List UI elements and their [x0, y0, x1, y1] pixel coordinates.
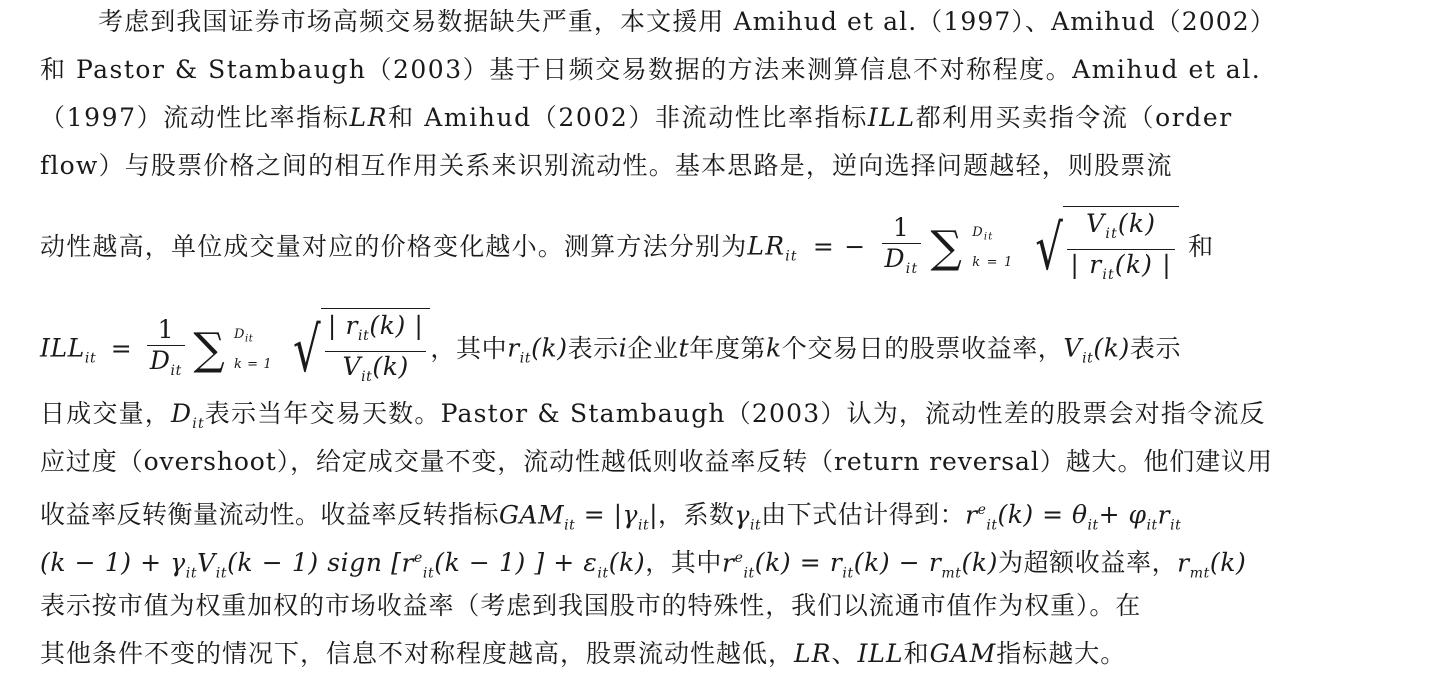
- subscript-it: it: [785, 248, 798, 265]
- radicand: [1063, 206, 1179, 290]
- text-line-9: 收益率反转衡量流动性。收益率反转指标$GAM_{it} = |\gamma_{it}|$，系数$\gamma_{it}$由下式估计得到：$r^e_{it}(k) = \theta_{it}+ \varphi_{it}r_{it}$: [40, 500, 1182, 534]
- radical-sign: √: [292, 313, 321, 386]
- text-segment: 都利用买卖指令流（order: [915, 103, 1233, 132]
- equals-minus: = −: [812, 231, 867, 261]
- ill-symbol: ILL: [867, 103, 916, 132]
- denominator-d: $D_{it}$: [884, 243, 919, 277]
- text-line-2: [0, 50, 1452, 90]
- equals-sign: =: [110, 333, 133, 363]
- text-line-3: [0, 98, 1452, 138]
- text-line-6: $ILL_{it}$ = $\frac{1}{D_{it}}$ ∑ $D_{it}$ k = 1 √ $\frac{| r_{it}(k) |}{V_{it}(k)}$ ，其中$r_{it}(k)$表示i企业t年度第k个交易日的股票收益率，$V_{it}(k)$表示: [0, 308, 1452, 380]
- text-segment: 和 Amihud（2002）非流动性比率指标: [388, 103, 868, 132]
- denominator-abs-r: | $r_{it}(k)$ |: [1070, 250, 1172, 283]
- text-line-1: [0, 2, 1452, 42]
- numerator-one: 1: [882, 213, 922, 244]
- numerator-v: $V_{it}(k)$: [1067, 209, 1175, 250]
- fraction-v-over-r: [1067, 209, 1175, 290]
- text-segment: 动性越高，单位成交量对应的价格变化越小。测算方法分别为: [40, 231, 748, 261]
- ill-symbol: ILL: [40, 333, 85, 363]
- fraction-one-over-d: $\frac{1}{D_{it}}$: [147, 315, 185, 386]
- text-segment: 和: [1188, 231, 1215, 261]
- text-line-10: $(k - 1) + \gamma_{it}V_{it}(k - 1)$ sign [$r^e_{it}(k - 1)$ ] + $\varepsilon_{it}(k)$，其中$r^e_{it}(k) = r_{it}(k) - r_{mt}(k)$为超额收益率，$r_{mt}(k)$: [40, 548, 1247, 582]
- radical-sign: √: [1034, 211, 1064, 284]
- summation-sign: ∑: [930, 222, 964, 273]
- square-root: [1023, 206, 1179, 290]
- summation-limits: $D_{it}$ k = 1: [233, 326, 273, 373]
- text-segment: flow）与股票价格之间的相互作用关系来识别流动性。基本思路是，逆向选择问题越轻，则股票流: [40, 151, 1173, 180]
- summation-sign: ∑: [193, 324, 226, 375]
- text-line-7: 日成交量，$D_{it}$表示当年交易天数。Pastor & Stambaugh（2003）认为，流动性差的股票会对指令流反: [40, 399, 1266, 432]
- text-segment: 考虑到我国证券市场高频交易数据缺失严重，本文援用 Amihud et al.（1997）、Amihud（2002）: [98, 7, 1276, 36]
- fraction-r-over-v: $\frac{| r_{it}(k) |}{V_{it}(k)}$: [325, 311, 427, 392]
- summation-limits: $D_{it}$ k = 1: [972, 224, 1014, 271]
- text-line-11: 表示按市值为权重加权的市场收益率（考虑到我国股市的特殊性，我们以流通市值作为权重）。在: [40, 591, 1142, 620]
- radicand: [321, 308, 431, 392]
- square-root: [281, 308, 431, 392]
- text-segment: （1997）流动性比率指标: [40, 103, 350, 132]
- fraction-one-over-d: [882, 213, 922, 284]
- lr-symbol: LR: [747, 231, 786, 261]
- text-line-4: [0, 146, 1452, 186]
- text-line-8: 应过度（overshoot），给定成交量不变，流动性越低则收益率反转（return reversal）越大。他们建议用: [40, 447, 1273, 476]
- text-line-5: [0, 206, 1452, 284]
- lr-symbol: LR: [349, 103, 389, 132]
- text-line-12: 其他条件不变的情况下，信息不对称程度越高，股票流动性越低，LR、ILL和GAM指标越大。: [40, 639, 1127, 668]
- text-segment: 和 Pastor & Stambaugh（2003）基于日频交易数据的方法来测算信息不对称程度。Amihud et al.: [40, 55, 1262, 84]
